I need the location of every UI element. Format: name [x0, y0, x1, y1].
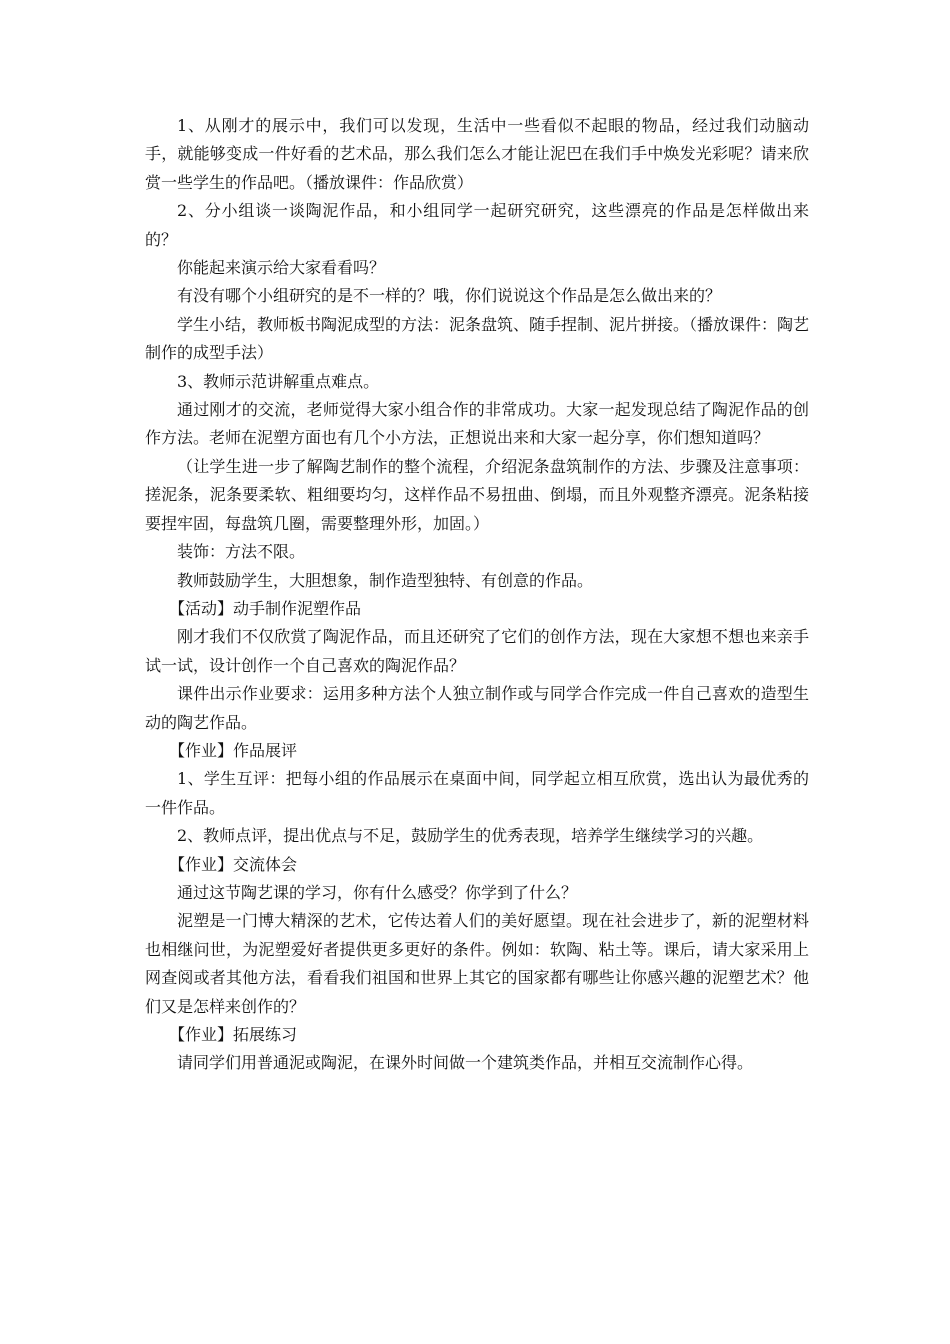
paragraph-intro-1: 1、从刚才的展示中，我们可以发现，生活中一些看似不起眼的物品，经过我们动脑动手，就能够变成一件好看的艺术品，那么我们怎么才能让泥巴在我们手中焕发光彩呢？请来欣赏一些学生的作品吧。（播放课件：作品欣赏）: [145, 116, 809, 192]
paragraph-clay-art: 泥塑是一门博大精深的艺术，它传达着人们的美好愿望。现在社会进步了，新的泥塑材料也相继问世，为泥塑爱好者提供更多更好的条件。例如：软陶、粘土等。课后，请大家采用上网查阅或者其他方法，看看我们祖国和世界上其它的国家都有哪些让你感兴趣的泥塑艺术？他们又是怎样来创作的？: [145, 911, 809, 1016]
paragraph-process-notes: （让学生进一步了解陶艺制作的整个流程，介绍泥条盘筑制作的方法、步骤及注意事项：搓泥条，泥条要柔软、粗细要均匀，这样作品不易扭曲、倒塌，而且外观整齐漂亮。泥条粘接要捏牢固，每盘筑几圈，需要整理外形，加固。）: [145, 456, 809, 533]
paragraph-different-group: 有没有哪个小组研究的是不一样的？哦，你们说说这个作品是怎么做出来的？: [177, 286, 722, 306]
paragraph-teacher-demo: 3、教师示范讲解重点难点。: [177, 371, 380, 391]
paragraph-teacher-review: 2、教师点评，提出优点与不足，鼓励学生的优秀表现，培养学生继续学习的兴趣。: [177, 826, 764, 846]
section-heading-evaluation: 【作业】作品展评: [169, 740, 298, 760]
paragraph-student-summary: 学生小结，教师板书陶泥成型的方法：泥条盘筑、随手捏制、泥片拼接。（播放课件：陶艺制作的成型手法）: [145, 314, 810, 363]
section-heading-extension: 【作业】拓展练习: [169, 1025, 298, 1044]
paragraph-extension-task: 请同学们用普通泥或陶泥，在课外时间做一个建筑类作品，并相互交流制作心得。: [177, 1053, 754, 1073]
paragraph-try-it: 刚才我们不仅欣赏了陶泥作品，而且还研究了它们的创作方法，现在大家想不想也来亲手试一试，设计创作一个自己喜欢的陶泥作品？: [145, 627, 809, 675]
paragraph-peer-review: 1、学生互评：把每小组的作品展示在桌面中间，同学起立相互欣赏，选出认为最优秀的一件作品。: [145, 769, 809, 817]
paragraph-reflection-question: 通过这节陶艺课的学习，你有什么感受？你学到了什么？: [177, 882, 578, 902]
paragraph-decoration: 装饰：方法不限。: [177, 542, 306, 562]
section-heading-reflection: 【作业】交流体会: [169, 854, 298, 874]
paragraph-exchange: 通过刚才的交流，老师觉得大家小组合作的非常成功。大家一起发现总结了陶泥作品的创作方法。老师在泥塑方面也有几个小方法，正想说出来和大家一起分享，你们想知道吗？: [145, 400, 809, 448]
paragraph-assignment-requirements: 课件出示作业要求：运用多种方法个人独立制作或与同学合作完成一件自己喜欢的造型生动的陶艺作品。: [145, 684, 809, 732]
paragraph-encourage: 教师鼓励学生，大胆想象，制作造型独特、有创意的作品。: [177, 570, 594, 590]
document-body: [145, 112, 809, 1078]
section-heading-activity: 【活动】动手制作泥塑作品: [169, 598, 362, 618]
paragraph-group-discussion: 2、分小组谈一谈陶泥作品，和小组同学一起研究研究，这些漂亮的作品是怎样做出来的？: [145, 201, 809, 249]
paragraph-demo-question: 你能起来演示给大家看看吗？: [177, 258, 386, 278]
